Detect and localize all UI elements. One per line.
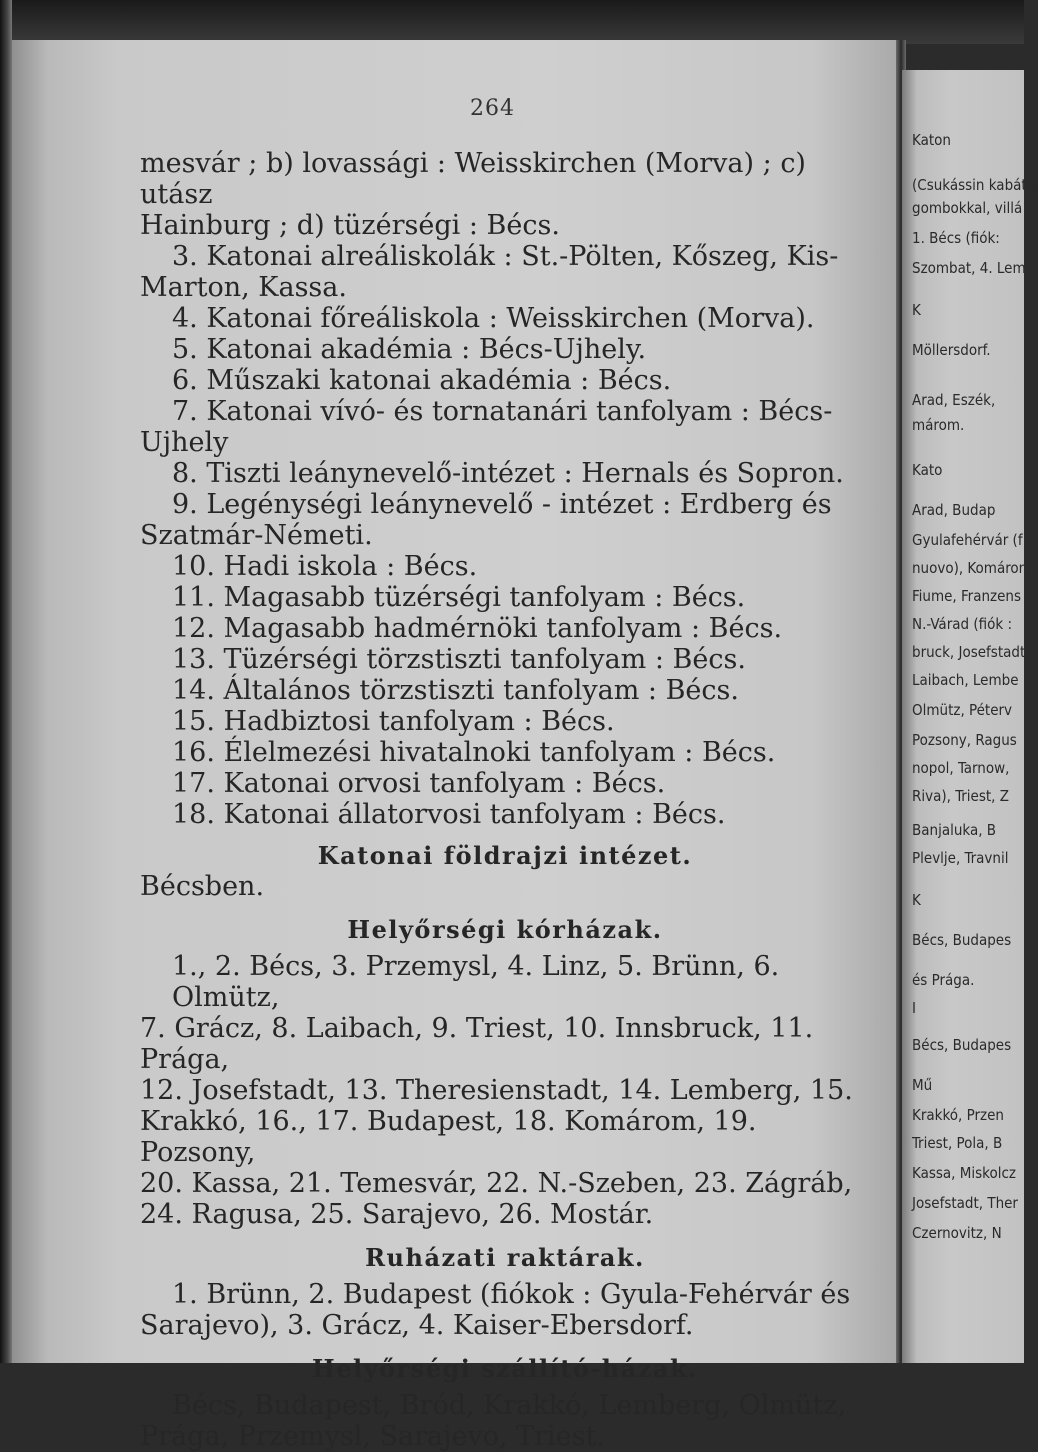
text-line: mesvár ; b) lovassági : Weisskirchen (Morva) ; c) utász — [140, 148, 806, 210]
facing-page-line: Bécs, Budapes — [912, 1036, 1012, 1054]
text-line: 9. Legénységi leánynevelő - intézet : Erdberg és — [172, 489, 832, 520]
text-line: 6. Műszaki katonai akadémia : Bécs. — [172, 365, 672, 396]
facing-page-line: és Prága. — [912, 971, 975, 989]
text-line: Bécsben. — [140, 871, 265, 902]
text-line: 5. Katonai akadémia : Bécs-Ujhely. — [172, 334, 647, 365]
text-line: Szatmár-Németi. — [140, 520, 373, 551]
facing-page-line: Banjaluka, B — [912, 821, 997, 839]
text-line: Krakkó, 16., 17. Budapest, 18. Komárom, 19. Pozsony, — [140, 1106, 757, 1168]
facing-page-line: bruck, Josefstadt — [912, 643, 1026, 661]
facing-page-fragment — [902, 70, 1038, 1363]
facing-page-line: Arad, Budap — [912, 501, 996, 519]
facing-page-line: Kassa, Miskolcz — [912, 1164, 1016, 1182]
facing-page-line: Kato — [912, 461, 943, 479]
text-line: Prága, Przemysl, Sarajevo, Triest. — [140, 1421, 605, 1452]
section-heading-transport: Helyőrségi szállító-házak. — [312, 1354, 698, 1383]
facing-page-line: Josefstadt, Ther — [912, 1194, 1018, 1212]
facing-page-line: K — [912, 301, 921, 319]
facing-page-line: Fiume, Franzens — [912, 587, 1022, 605]
facing-page-line: Gyulafehérvár (f — [912, 531, 1023, 549]
facing-page-line: Laibach, Lembe — [912, 671, 1019, 689]
facing-page-line: Krakkó, Przen — [912, 1106, 1004, 1124]
facing-page-line: N.-Várad (fiók : — [912, 615, 1013, 633]
page-number: 264 — [470, 96, 515, 121]
facing-page-line: Plevlje, Travnil — [912, 849, 1009, 867]
page-body — [140, 148, 870, 1452]
scan-top-shadow — [0, 0, 1024, 44]
text-line: 17. Katonai orvosi tanfolyam : Bécs. — [172, 768, 666, 799]
facing-page-line: (Csukássin kabát s — [912, 176, 1038, 194]
text-line: 8. Tiszti leánynevelő-intézet : Hernals és Sopron. — [172, 458, 844, 489]
facing-page-line: gombokkal, villá — [912, 199, 1023, 217]
facing-page-line: Mű — [912, 1076, 933, 1094]
facing-page-line: I — [912, 999, 916, 1017]
facing-page-line: 1. Bécs (fiók: — [912, 229, 1000, 247]
text-line: 13. Tüzérségi törzstiszti tanfolyam : Bécs. — [172, 644, 746, 675]
text-line: 18. Katonai állatorvosi tanfolyam : Bécs. — [172, 799, 726, 830]
text-line: 11. Magasabb tüzérségi tanfolyam : Bécs. — [172, 582, 746, 613]
facing-page-line: márom. — [912, 416, 965, 434]
facing-page-line: Czernovitz, N — [912, 1224, 1002, 1242]
text-line: 10. Hadi iskola : Bécs. — [172, 551, 478, 582]
facing-page-line: Katon — [912, 131, 951, 149]
text-line: 12. Magasabb hadmérnöki tanfolyam : Bécs. — [172, 613, 783, 644]
text-line: 16. Élelmezési hivatalnoki tanfolyam : Bécs. — [172, 737, 776, 768]
text-line: Marton, Kassa. — [140, 272, 347, 303]
facing-page-line: Riva), Triest, Z — [912, 787, 1009, 805]
text-line: Sarajevo), 3. Grácz, 4. Kaiser-Ebersdorf. — [140, 1310, 694, 1341]
facing-page-line: Möllersdorf. — [912, 341, 991, 359]
text-line: 24. Ragusa, 25. Sarajevo, 26. Mostár. — [140, 1199, 654, 1230]
section-heading-geo: Katonai földrajzi intézet. — [317, 841, 693, 870]
facing-page-line: Szombat, 4. Lem — [912, 259, 1026, 277]
facing-page-line: Triest, Pola, B — [912, 1134, 1003, 1152]
text-line: 7. Katonai vívó- és tornatanári tanfolyam : Bécs- — [172, 396, 833, 427]
text-line: 12. Josefstadt, 13. Theresienstadt, 14. Lemberg, 15. — [140, 1075, 853, 1106]
section-heading-clothing: Ruházati raktárak. — [365, 1243, 645, 1272]
text-line: 3. Katonai alreáliskolák : St.-Pölten, Kőszeg, Kis- — [172, 241, 839, 272]
text-line: 1. Brünn, 2. Budapest (fiókok : Gyula-Fehérvár és — [172, 1279, 851, 1310]
facing-page-line: Olmütz, Péterv — [912, 701, 1013, 719]
text-line: Hainburg ; d) tüzérségi : Bécs. — [140, 210, 560, 241]
text-line: 7. Grácz, 8. Laibach, 9. Triest, 10. Innsbruck, 11. Prága, — [140, 1013, 814, 1075]
facing-page-line: Bécs, Budapes — [912, 931, 1012, 949]
facing-page-line: Pozsony, Ragus — [912, 731, 1017, 749]
text-line: 14. Általános törzstiszti tanfolyam : Bécs. — [172, 675, 739, 706]
text-line: Ujhely — [140, 427, 229, 458]
text-line: Bécs, Budapest, Bród, Krakkó, Lemberg, Olmütz, — [172, 1390, 847, 1421]
book-left-edge — [0, 0, 12, 1363]
section-heading-hospitals: Helyőrségi kórházak. — [347, 915, 663, 944]
text-line: 15. Hadbiztosi tanfolyam : Bécs. — [172, 706, 615, 737]
text-line: 20. Kassa, 21. Temesvár, 22. N.-Szeben, 23. Zágráb, — [140, 1168, 853, 1199]
text-line: 4. Katonai főreáliskola : Weisskirchen (Morva). — [172, 303, 815, 334]
facing-page-line: nopol, Tarnow, — [912, 759, 1010, 777]
facing-page-line: Arad, Eszék, — [912, 391, 996, 409]
facing-page-line: nuovo), Komáron — [912, 559, 1028, 577]
text-line: 1., 2. Bécs, 3. Przemysl, 4. Linz, 5. Brünn, 6. Olmütz, — [172, 951, 780, 1013]
facing-page-line: K — [912, 891, 921, 909]
